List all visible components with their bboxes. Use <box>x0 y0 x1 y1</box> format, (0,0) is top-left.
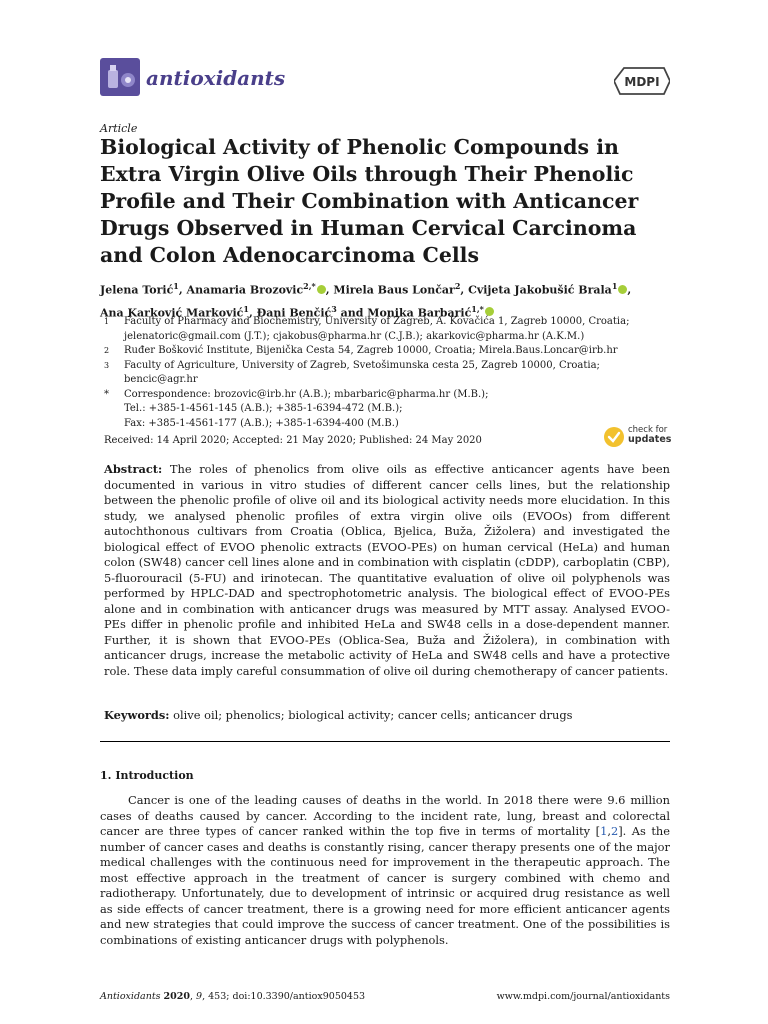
affiliation-mark: 2 <box>104 346 110 355</box>
author-affiliation-mark: 1,* <box>471 303 484 314</box>
article-title: Biological Activity of Phenolic Compounds in Extra Virgin Olive Oils through Their Phenolic Profile and Their Combination with Anticancer Drugs Observed in Human Cervical Carcinoma and Colon Adenocarcinoma Cells <box>100 135 639 267</box>
antioxidants-logo-icon <box>100 58 140 96</box>
author-separator: , <box>460 283 469 297</box>
author-affiliation-mark: 3 <box>331 303 337 314</box>
author-name: Ana Karković Marković <box>100 306 244 320</box>
affiliation-mark: 3 <box>104 360 110 370</box>
affiliation-line: Faculty of Agriculture, University of Zagreb, Svetošimunska cesta 25, Zagreb 10000, Croatia; bencic@agr.hr <box>124 359 600 385</box>
journal-name[interactable]: antioxidants <box>146 66 286 90</box>
citation-info: Antioxidants 2020, 9, 453; doi:10.3390/antiox9050453 <box>100 991 366 1002</box>
author-affiliation-mark: 2 <box>454 281 461 291</box>
keywords <box>104 708 670 722</box>
author-separator: , <box>178 283 187 297</box>
affiliation-mark: 1 <box>104 317 110 326</box>
section-divider <box>100 741 670 742</box>
affiliation-line: Correspondence: brozovic@irb.hr (A.B.); mbarbaric@pharma.hr (M.B.); <box>124 388 489 400</box>
orcid-icon[interactable] <box>317 285 326 294</box>
author-separator: and <box>336 306 368 320</box>
publication-dates: Received: 14 April 2020; Accepted: 21 May 2020; Published: 24 May 2020 <box>104 435 482 446</box>
introduction-heading: 1. Introduction <box>100 769 194 782</box>
publisher-name: MDPI <box>624 75 660 89</box>
affiliation-line: jelenatoric@gmail.com (J.T.); cjakobus@pharma.hr (C.J.B.); akarkovic@pharma.hr (A.K.M.) <box>124 330 585 342</box>
author-separator: , <box>627 283 632 297</box>
citation-link[interactable]: 2 <box>610 824 619 838</box>
article-type: Article <box>100 122 138 135</box>
abstract-label: Abstract: <box>104 462 163 476</box>
affiliation-item <box>104 388 674 432</box>
author-affiliation-mark: 1 <box>243 303 249 314</box>
affiliation-line: Ruđer Bošković Institute, Bijenička Cesta 54, Zagreb 10000, Croatia; Mirela.Baus.Loncar@irb.hr <box>124 345 618 356</box>
affiliations <box>104 315 674 431</box>
citation-link[interactable]: 1 <box>600 824 608 838</box>
author-name: Jelena Torić <box>100 283 174 297</box>
check-updates-label: check for updates <box>628 425 672 445</box>
author-separator: , <box>325 283 334 297</box>
abstract-text: The roles of phenolics from olive oils as effective anticancer agents have been documented in various in vitro studies of different cancer cells lines, but the relationship between the phenolic profile of olive oil and its biological activity needs more elucidation. In this study, we analysed phenolic profiles of extra virgin olive oils (EVOOs) from different autochthonous cultivars from Croatia (Oblica, Bjelica, Buža, Žižolera) and investigated the biological effect of EVOO phenolic extracts (EVOO-PEs) on human cervical (HeLa) and human colon (SW48) cancer cell lines alone and in combination with cisplatin (cDDP), carboplatin (CBP), 5-fluorouracil (5-FU) and irinotecan. The quantitative evaluation of olive oil polyphenols was performed by HPLC-DAD and spectrophotometric analysis. The biological effect of EVOO-PEs alone and in combination with anticancer drugs was measured by MTT assay. Analysed EVOO-PEs differ in phenolic profile and inhibited HeLa and SW48 cells in a dose-dependent manner. Further, it is shown that EVOO-PEs (Oblica-Sea, Buža and Žižolera), in combination with anticancer drugs, increase the metabolic activity of HeLa and SW48 cells and have a protective role. These data imply careful consummation of olive oil during chemotherapy of cancer patients. <box>104 462 670 678</box>
affiliation-item <box>104 315 674 344</box>
author-name: Cvijeta Jakobušić Brala <box>468 283 612 297</box>
journal-url-link[interactable]: www.mdpi.com/journal/antioxidants <box>496 991 670 1002</box>
abstract <box>104 462 670 679</box>
affiliation-line: Faculty of Pharmacy and Biochemistry, University of Zagreb, A. Kovačića 1, Zagreb 10000, Croatia; <box>124 316 630 327</box>
author-name: Monika Barbarić <box>367 306 472 320</box>
affiliation-line: Tel.: +385-1-4561-145 (A.B.); +385-1-6394-472 (M.B.); <box>124 403 403 414</box>
check-for-updates-button[interactable] <box>603 424 673 450</box>
author-name: Đani Benčić <box>256 306 332 320</box>
affiliation-item <box>104 344 674 359</box>
author-affiliation-mark: 1 <box>611 281 618 291</box>
affiliation-line: Fax: +385-1-4561-177 (A.B.); +385-1-6394-400 (M.B.) <box>124 417 399 429</box>
mdpi-logo[interactable] <box>614 66 670 96</box>
author-name: Mirela Baus Lončar <box>333 283 455 297</box>
author-name: Anamaria Brozovic <box>186 283 304 297</box>
keywords-label: Keywords: <box>104 708 170 722</box>
affiliation-mark: * <box>104 388 109 400</box>
author-affiliation-mark: 1 <box>173 281 179 291</box>
introduction-text: Cancer is one of the leading causes of deaths in the world. In 2018 there were 9.6 million cases of deaths caused by cancer. According to the incident rate, lung, breast and colorectal cancer are three types of cancer ranked within the top five in terms of mortality [1,2]. As the number of cancer cases and deaths is constantly rising, cancer therapy presents one of the major medical challenges with the continuous need for improvement in the therapeutic approach. The most effective approach in the treatment of cancer is surgery combined with chemo and radiotherapy. Unfortunately, due to development of intrinsic or acquired drug resistance as well as side effects of cancer treatment, there is a growing need for more efficient anticancer agents and new strategies that could improve the success of cancer treatment. One of the possibilities is combinations of existing anticancer drugs with polyphenols. <box>100 793 670 947</box>
journal-header <box>100 58 670 102</box>
author-separator: , <box>248 306 257 320</box>
affiliation-item <box>104 359 674 388</box>
author-affiliation-mark: 2,* <box>303 281 316 291</box>
check-updates-icon <box>603 426 625 448</box>
keywords-text: olive oil; phenolics; biological activity; cancer cells; anticancer drugs <box>173 708 573 722</box>
